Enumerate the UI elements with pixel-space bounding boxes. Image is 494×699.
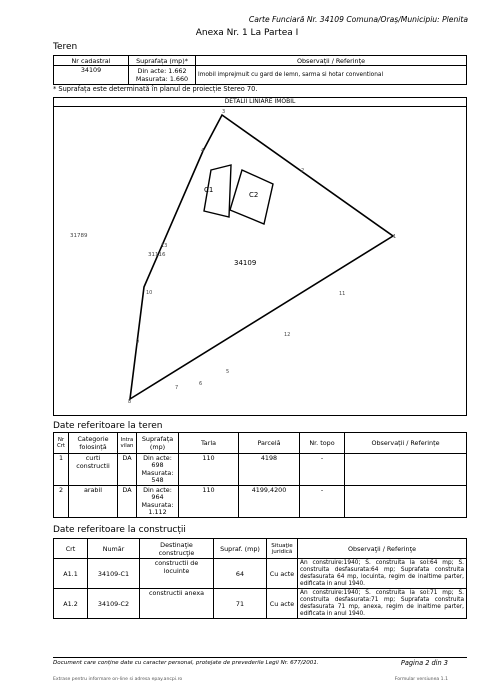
teren-data-table	[53, 432, 467, 518]
neighbor-label: 31116	[148, 252, 166, 258]
vertex-label: 13	[161, 243, 168, 249]
suprafata-line: 964	[151, 493, 164, 501]
cell-suprafata	[137, 486, 179, 518]
footer-page: Pagina 2 din 3	[400, 659, 448, 667]
cell-parcela: 4199,4200	[239, 486, 300, 518]
cell-destinatie: constructii anexa	[140, 589, 214, 619]
suprafata-line: 1.112	[148, 508, 167, 516]
cell-intravilan: DA	[118, 454, 137, 486]
cell-obs	[345, 486, 467, 518]
col-observatii-constructii: Observaţii / Referinţe	[298, 539, 467, 559]
footer-divider	[53, 657, 467, 658]
cell-topo: -	[300, 486, 345, 518]
vertex-label: 12	[284, 332, 291, 338]
constructii-heading: Date referitoare la construcții	[53, 525, 186, 535]
building-c2-label: C2	[249, 191, 259, 199]
col-suprafata: Suprafața (mp)*	[129, 56, 196, 66]
col-observatii-teren: Observații / Referințe	[345, 433, 467, 454]
vertex-label: 8	[128, 399, 132, 405]
cell-intravilan: DA	[118, 486, 137, 518]
col-observatii: Observații / Referințe	[196, 56, 467, 66]
table-row	[54, 486, 467, 518]
vertex-label: 3	[222, 109, 226, 115]
cell-obs: An construire:1940; S. construita la sol:71 mp; S. construita desfasurata:71 mp; Suprafata construita desfasurata 71 mp, anexa, regim de inaltime parter, edificata in anul 1940.	[298, 589, 467, 619]
cell-crt: A1.1	[54, 559, 88, 589]
col-parcela: Parcelă	[239, 433, 300, 454]
vertex-label: 5	[226, 369, 230, 375]
parcel-map	[53, 106, 467, 416]
suprafata-line: 698	[151, 461, 164, 469]
building-c1-label: C1	[204, 186, 214, 194]
col-nr-cadastral: Nr cadastral	[54, 56, 129, 66]
cell-supraf: 64	[214, 559, 267, 589]
suprafata-line: 548	[151, 476, 164, 484]
cell-nr: 1	[54, 454, 69, 486]
cell-crt: A1.2	[54, 589, 88, 619]
suprafata-line: Din acte:	[143, 485, 172, 494]
cell-numar: 34109-C1	[88, 559, 140, 589]
teren-data-heading: Date referitoare la teren	[53, 421, 163, 431]
col-nr-crt: Nr Crt	[54, 433, 69, 454]
vertex-label: 6	[199, 381, 203, 387]
cell-destinatie: constructii de locuinte	[140, 559, 214, 589]
parcel-boundary	[130, 115, 393, 399]
suprafata-line: Din acte:	[143, 453, 172, 462]
cell-tarla: 110	[179, 454, 239, 486]
vertex-label: 2	[301, 168, 305, 174]
col-suprafata-mp: Suprafața (mp)	[137, 433, 179, 454]
vertex-label: 9	[136, 339, 140, 345]
suprafata-acte: Din acte: 1.662	[137, 67, 187, 75]
vertex-label: 10	[146, 290, 153, 296]
cell-nr: 2	[54, 486, 69, 518]
suprafata-line: Masurata:	[141, 500, 174, 509]
map-title: DETALII LINIARE IMOBIL	[53, 97, 467, 106]
footer-extras: Extrase pentru informare on-line si adresa epay.ancpi.ro	[53, 677, 183, 682]
col-destinatie: Destinaţie construcţie	[140, 539, 214, 559]
cell-obs: An construire:1940; S. construita la sol:64 mp; S. construita desfasurata:64 mp; Suprafata construita desfasurata 64 mp, locuinta, regim de inaltime parter, edificata in anul 1940.	[298, 559, 467, 589]
col-supraf: Supraf. (mp)	[214, 539, 267, 559]
teren-table	[53, 55, 467, 85]
col-situatie: Situaţie juridică	[267, 539, 298, 559]
suprafata-masurata: Masurata: 1.660	[135, 75, 189, 83]
document-header-title: Carte Funciară Nr. 34109 Comuna/Oraș/Municipiu: Plenita	[248, 15, 468, 24]
col-crt: Crt	[54, 539, 88, 559]
table-row	[54, 589, 467, 619]
cell-numar: 34109-C2	[88, 589, 140, 619]
constructii-table	[53, 538, 467, 619]
vertex-label: 1	[393, 234, 397, 240]
cell-obs	[345, 454, 467, 486]
table-row	[54, 454, 467, 486]
cell-parcela: 4198	[239, 454, 300, 486]
cell-suprafata	[137, 454, 179, 486]
vertex-label: 4	[201, 148, 205, 154]
footer-legal: Document care conține date cu caracter personal, protejate de prevederile Legii Nr. 677/2001.	[53, 660, 319, 666]
cell-topo: -	[300, 454, 345, 486]
footer-form-version: Formular versiunea 1.1	[394, 677, 448, 682]
col-nr-topo: Nr. topo	[300, 433, 345, 454]
col-tarla: Tarla	[179, 433, 239, 454]
cell-tarla: 110	[179, 486, 239, 518]
cell-nr-cadastral: 34109	[54, 66, 129, 85]
col-categorie: Categorie folosință	[69, 433, 118, 454]
col-intravilan: Intra vilan	[118, 433, 137, 454]
col-numar: Număr	[88, 539, 140, 559]
vertex-label: 7	[175, 385, 179, 391]
parcel-label: 34109	[234, 259, 257, 267]
cell-supraf: 71	[214, 589, 267, 619]
table-row	[54, 559, 467, 589]
cell-categorie: arabil	[69, 486, 118, 518]
teren-heading: Teren	[53, 42, 78, 52]
vertex-label: 11	[339, 291, 346, 297]
cell-situatie: Cu acte	[267, 589, 298, 619]
cell-suprafata	[129, 66, 196, 85]
annex-title: Anexa Nr. 1 La Partea I	[195, 28, 299, 38]
cell-observatii: Imobil imprejmuit cu gard de lemn, sarma si hotar conventional	[196, 66, 467, 85]
cell-situatie: Cu acte	[267, 559, 298, 589]
cell-categorie: curti constructii	[69, 454, 118, 486]
parcel-map-drawing	[54, 107, 466, 415]
teren-note: * Suprafața este determinată în planul de proiecție Stereo 70.	[53, 85, 258, 93]
suprafata-line: Masurata:	[141, 468, 174, 477]
neighbor-label: 31789	[70, 233, 88, 239]
